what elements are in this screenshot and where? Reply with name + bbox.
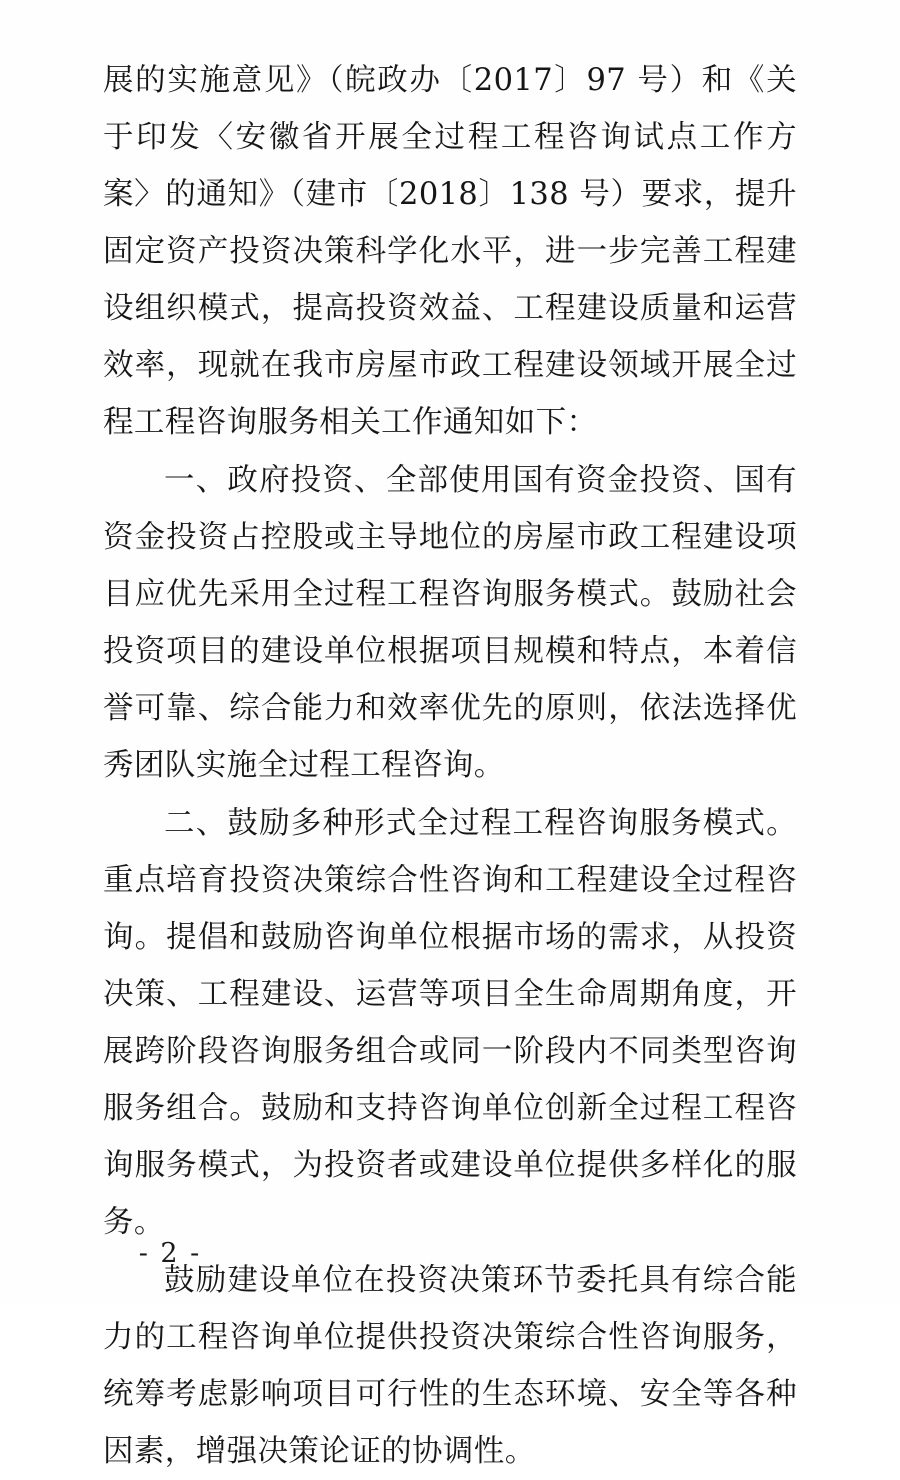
paragraph-continued-intro: 展的实施意见》（皖政办〔2017〕97 号）和《关于印发〈安徽省开展全过程工程咨询试点工作方案〉的通知》（建市〔2018〕138 号）要求，提升固定资产投资决策科学化水平，进一步完善工程建设组织模式，提高投资效益、工程建设质量和运营效率，现就在我市房屋市政工程建设领域开展全过程工程咨询服务相关工作通知如下： [103, 63, 797, 440]
paragraph-item-one: 一、政府投资、全部使用国有资金投资、国有资金投资占控股或主导地位的房屋市政工程建设项目应优先采用全过程工程咨询服务模式。鼓励社会投资项目的建设单位根据项目规模和特点，本着信誉可靠、综合能力和效率优先的原则，依法选择优秀团队实施全过程工程咨询。 [103, 463, 797, 783]
paragraph-item-two-b: 鼓励建设单位在投资决策环节委托具有综合能力的工程咨询单位提供投资决策综合性咨询服务，统筹考虑影响项目可行性的生态环境、安全等各种因素，增强决策论证的协调性。 [103, 1263, 797, 1469]
page-footer [0, 1238, 900, 1269]
page-number: - 2 - [138, 1238, 202, 1269]
paragraph-item-two: 二、鼓励多种形式全过程工程咨询服务模式。重点培育投资决策综合性咨询和工程建设全过程咨询。提倡和鼓励咨询单位根据市场的需求，从投资决策、工程建设、运营等项目全生命周期角度，开展跨阶段咨询服务组合或同一阶段内不同类型咨询服务组合。鼓励和支持咨询单位创新全过程工程咨询服务模式，为投资者或建设单位提供多样化的服务。 [103, 806, 797, 1240]
